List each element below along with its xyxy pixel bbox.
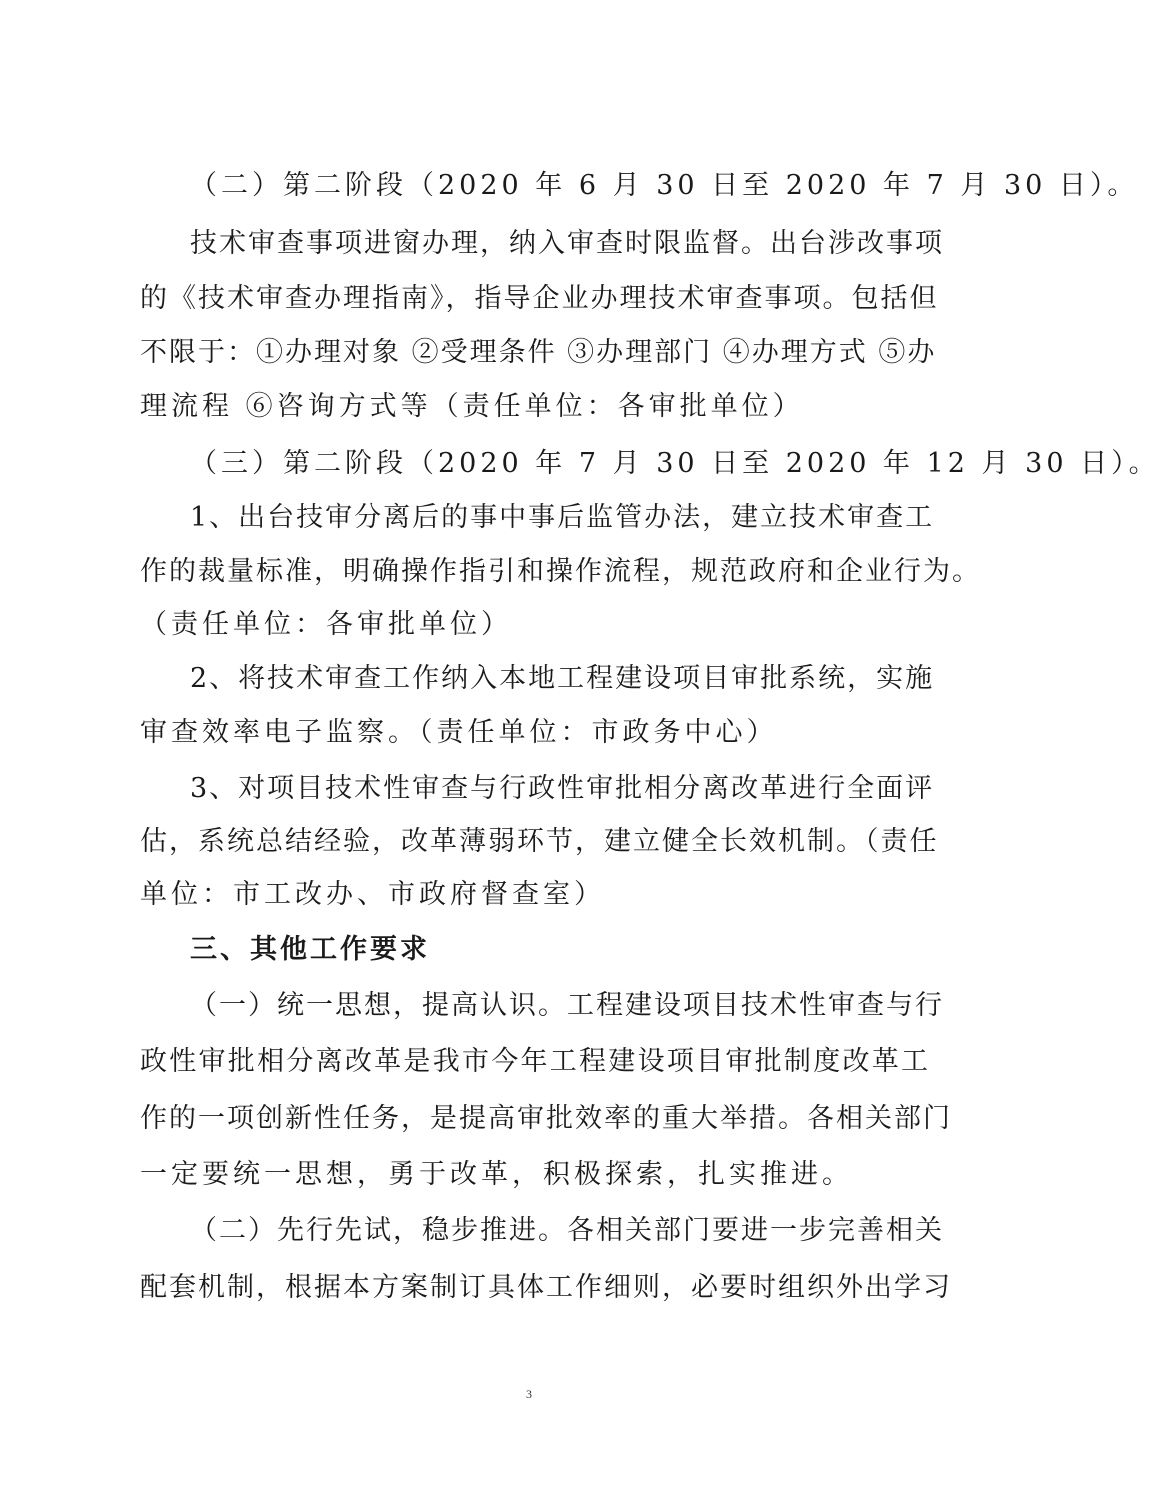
page-number: 3	[526, 1387, 532, 1401]
stage-three-heading: （三）第二阶段（2020 年 7 月 30 日至 2020 年 12 月 30 日）。	[190, 448, 1160, 479]
paragraph-line: 单位：市工改办、市政府督查室）	[140, 879, 605, 910]
paragraph-line: 的《技术审查办理指南》，指导企业办理技术审查事项。包括但	[140, 283, 939, 314]
paragraph-line: 配套机制，根据本方案制订具体工作细则，必要时组织外出学习	[140, 1272, 952, 1303]
paragraph-line: （二）先行先试，稳步推进。各相关部门要进一步完善相关	[190, 1215, 944, 1246]
paragraph-line: 3、对项目技术性审查与行政性审批相分离改革进行全面评	[190, 773, 935, 804]
paragraph-line: 不限于：①办理对象 ②受理条件 ③办理部门 ④办理方式 ⑤办	[140, 337, 937, 368]
paragraph-line: 2、将技术审查工作纳入本地工程建设项目审批系统，实施	[190, 663, 935, 694]
paragraph-line: （一）统一思想，提高认识。工程建设项目技术性审查与行	[190, 990, 944, 1021]
stage-two-heading: （二）第二阶段（2020 年 6 月 30 日至 2020 年 7 月 30 日）。	[190, 170, 1139, 201]
paragraph-line: （责任单位：各审批单位）	[140, 609, 512, 640]
paragraph-line: 政性审批相分离改革是我市今年工程建设项目审批制度改革工	[140, 1046, 930, 1077]
paragraph-line: 技术审查事项进窗办理，纳入审查时限监督。出台涉改事项	[190, 228, 944, 259]
paragraph-line: 一定要统一思想，勇于改革，积极探索，扎实推进。	[140, 1159, 853, 1190]
paragraph-line: 理流程 ⑥咨询方式等（责任单位：各审批单位）	[140, 391, 804, 422]
paragraph-line: 作的一项创新性任务，是提高审批效率的重大举措。各相关部门	[140, 1103, 952, 1134]
section-three-heading: 三、其他工作要求	[190, 934, 430, 965]
paragraph-line: 作的裁量标准，明确操作指引和操作流程，规范政府和企业行为。	[140, 556, 981, 587]
paragraph-line: 审查效率电子监察。（责任单位：市政务中心）	[140, 717, 778, 748]
paragraph-line: 估，系统总结经验，改革薄弱环节，建立健全长效机制。（责任	[140, 826, 939, 857]
paragraph-line: 1、出台技审分离后的事中事后监管办法，建立技术审查工	[190, 502, 935, 533]
